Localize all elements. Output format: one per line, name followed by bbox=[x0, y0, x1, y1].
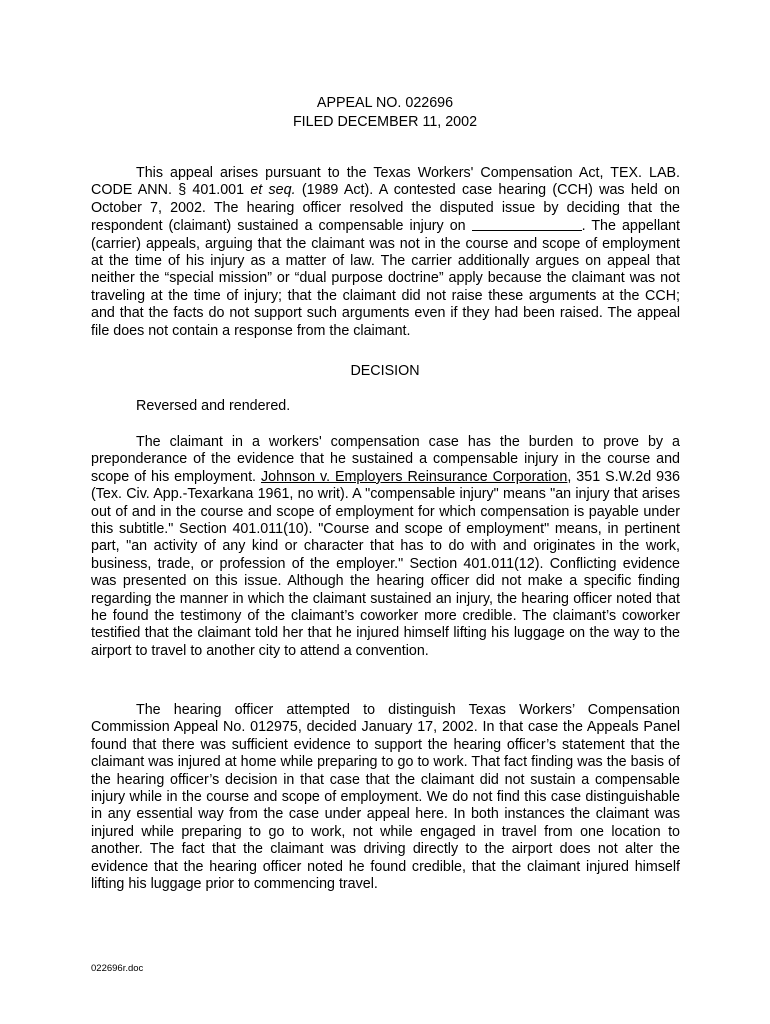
intro-text-3: . The appellant (carrier) appeals, arguing that the claimant was not in the course and scope of employment at the time of his injury as a matter of law. The carrier additionally argues on appeal that neither the “special mission” or “dual purpose doctrine” apply because the claimant was not traveling at the time of injury; that the claimant did not raise these arguments at the CCH; and that the facts do not support such arguments even if they had been raised. The appeal file does not contain a response from the claimant. bbox=[91, 218, 681, 339]
intro-text-2: (1989 Act). A contested case hearing (CCH) was held on October 7, 2002. The hearing officer resolved the disputed issue by deciding that the respondent (claimant) sustained a compensable injury on bbox=[91, 182, 681, 235]
footer-filename: 022696r.doc bbox=[91, 963, 144, 974]
blank-date-line bbox=[472, 217, 582, 231]
para3-text: The hearing officer attempted to distinguish Texas Workers’ Compensation Commission Appeal No. 012975, decided January 17, 2002. In that case the Appeals Panel found that there was sufficient evidence to support the hearing officer’s statement that the claimant was injured at home while preparing to go to work. That fact finding was the basis of the hearing officer’s decision in that case that the claimant did not sustain a compensable injury while in the course and scope of employment. We do not find this case distinguishable in any essential way from the case under appeal here. In both instances the claimant was injured while preparing to go to work, not while engaged in travel from one location to another. The fact that the claimant was driving directly to the airport does not alter the evidence that the hearing officer noted he found credible, that the claimant injured himself lifting his luggage prior to commencing travel. bbox=[91, 702, 680, 893]
burden-paragraph bbox=[91, 434, 680, 660]
case-citation: Johnson v. Employers Reinsurance Corporation bbox=[260, 468, 568, 485]
distinguish-paragraph bbox=[91, 702, 680, 893]
appeal-number: APPEAL NO. 022696 bbox=[316, 95, 454, 111]
intro-text-1: This appeal arises pursuant to the Texas Workers' Compensation Act, TEX. LAB. CODE ANN. § 401.001 bbox=[91, 165, 680, 199]
intro-paragraph bbox=[91, 165, 680, 340]
filed-date: FILED DECEMBER 11, 2002 bbox=[292, 114, 478, 130]
para2-text-1: The claimant in a workers' compensation case has the burden to prove by a preponderance of the evidence that he sustained a compensable injury in the course and scope of his employment. bbox=[91, 434, 680, 485]
para2-text-2: , 351 S.W.2d 936 (Tex. Civ. App.-Texarkana 1961, no writ). A "compensable injury" means "an injury that arises out of and in the course and scope of employment for which compensation is payable under this subtitle." Section 401.011(10). "Course and scope of employment" means, in pertinent part, "an activity of any kind or character that has to do with and originates in the work, business, trade, or profession of the employer." Section 401.011(12). Conflicting evidence was presented on this issue. Although the hearing officer did not make a specific finding regarding the manner in which the claimant sustained an injury, the hearing officer noted that he found the testimony of the claimant’s coworker more credible. The claimant’s coworker testified that the claimant told her that he injured himself lifting his luggage on the way to the airport to travel to another city to attend a convention. bbox=[91, 468, 680, 659]
decision-heading: DECISION bbox=[350, 363, 420, 379]
et-seq-text: et seq. bbox=[250, 182, 296, 199]
decision-result: Reversed and rendered. bbox=[136, 398, 291, 414]
